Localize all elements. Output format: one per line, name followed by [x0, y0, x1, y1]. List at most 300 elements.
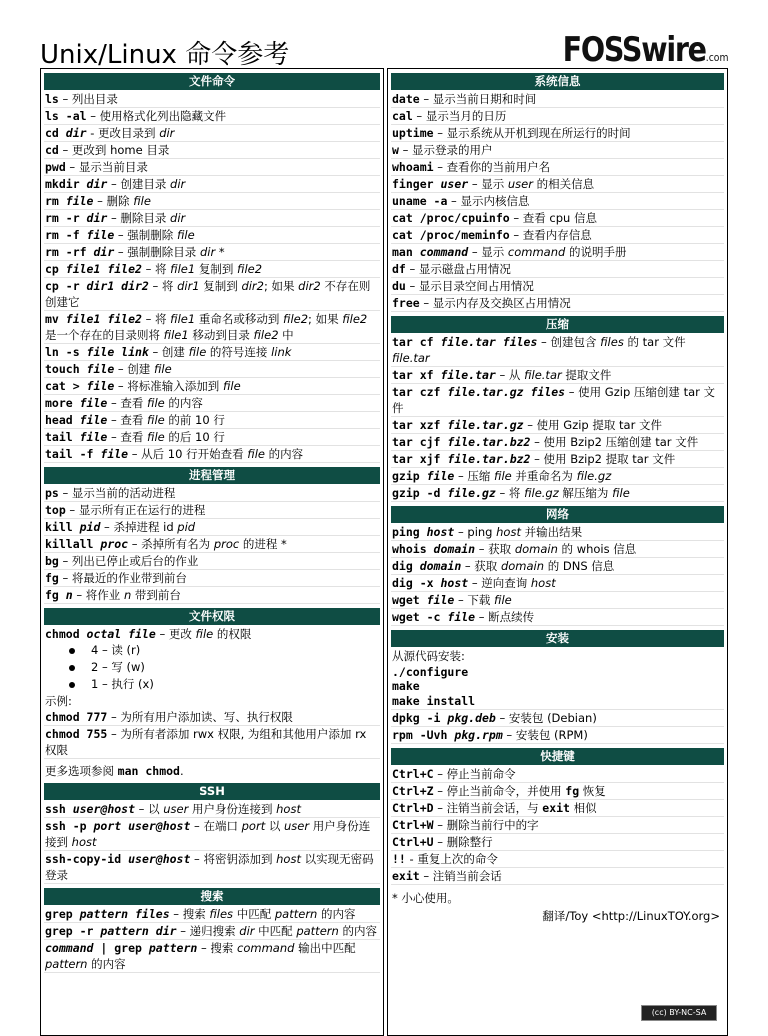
description-text: 恢复 [579, 784, 606, 798]
command-text: rm [45, 194, 66, 208]
files-row [44, 429, 380, 446]
description-text: – 查看 [107, 430, 148, 444]
command-text: | grep [93, 941, 149, 955]
description-text: 相似 [569, 801, 597, 815]
section-header-process: 进程管理 [44, 467, 380, 484]
description-text: – 查看 [107, 413, 148, 427]
description-text: – 注销当前会话，与 [433, 801, 543, 815]
command-text: Ctrl+D [392, 801, 434, 815]
description-text: – 显示当月的日历 [412, 109, 507, 123]
process-list [44, 485, 380, 604]
shortcut-row [391, 868, 724, 885]
description-text: file [147, 396, 165, 410]
description-text: 中 [278, 328, 294, 342]
argument-text: user@host [72, 802, 136, 816]
argument-text: dir1 dir2 [86, 279, 149, 293]
argument-text: pattern files [79, 907, 170, 921]
description-text: n [123, 588, 132, 602]
description-text: 移动到目录 [188, 328, 254, 342]
description-text: – 使用格式化列出隐藏文件 [86, 109, 227, 123]
description-text: – 杀掉所有名为 [128, 537, 214, 551]
bullet-dot [69, 648, 75, 654]
description-text: – 在端口 [190, 819, 242, 833]
compress-row [391, 384, 724, 417]
command-text: kill [45, 520, 80, 534]
compress-row [391, 434, 724, 451]
network-row [391, 524, 724, 541]
description-text: file [494, 593, 512, 607]
compress-row [391, 468, 724, 485]
command-text: cd [45, 126, 66, 140]
argument-text: dir [86, 177, 108, 191]
system-row [391, 244, 724, 261]
description-text: host [530, 576, 556, 590]
description-text: 的内容 [317, 907, 356, 921]
cmd-text: ./configure [392, 665, 469, 679]
description-text: – 使用 Bzip2 压缩创建 tar 文件 [530, 435, 699, 449]
shortcut-row [391, 851, 724, 868]
description-text: – 停止当前命令，并使用 [433, 784, 566, 798]
description-text: 更多选项参阅 [45, 764, 118, 778]
description-text: – 将最近的作业带到前台 [58, 571, 187, 585]
description-text: – 删除 [93, 194, 134, 208]
compress-row [391, 485, 724, 502]
argument-text: file link [86, 345, 149, 359]
description-text: – 断点续传 [475, 610, 535, 624]
description-text: domain [514, 542, 558, 556]
description-text: – 查看 cpu 信息 [509, 211, 597, 225]
section-header-ssh: SSH [44, 783, 380, 800]
argument-text: dir [86, 211, 108, 225]
command-text: fg [45, 571, 59, 585]
description-text: dir [159, 126, 175, 140]
description-text: pattern [296, 924, 339, 938]
command-text: wget -c [392, 610, 448, 624]
files-list [44, 91, 380, 463]
command-text: pwd [45, 160, 66, 174]
shortcuts-list [391, 766, 724, 885]
files-row [44, 142, 380, 159]
description-text: user [284, 819, 310, 833]
bullet-text: 4 – 读 (r) [91, 643, 141, 657]
argument-text: file1 file2 [65, 262, 142, 276]
description-text: 的后 10 行 [164, 430, 225, 444]
description-text: pattern [45, 957, 88, 971]
search-row [44, 923, 380, 940]
description-text: - 重复上次的命令 [405, 852, 498, 866]
description-text: pattern [274, 907, 318, 921]
network-row [391, 592, 724, 609]
command-text: ssh -p [45, 819, 94, 833]
footnote: * 小心使用。 [392, 891, 459, 905]
argument-text: pattern dir [100, 924, 177, 938]
system-list [391, 91, 724, 312]
ssh-row [44, 818, 380, 851]
command-text: exit [542, 801, 570, 815]
description-text: dir1 [177, 279, 200, 293]
argument-text: file [86, 362, 115, 376]
command-text: tar xjf [392, 452, 448, 466]
files-row [44, 261, 380, 278]
files-row [44, 344, 380, 361]
command-text: tail -f [45, 447, 101, 461]
process-row [44, 553, 380, 570]
description-text: port [241, 819, 266, 833]
description-text: ; 如果 [263, 279, 299, 293]
description-text: - 更改目录到 [86, 126, 160, 140]
command-text: tar cf [392, 335, 441, 349]
argument-text: file [79, 430, 108, 444]
description-text: 中匹配 [254, 924, 297, 938]
command-text: cp [45, 262, 66, 276]
description-text: file [494, 469, 512, 483]
description-text: host [496, 525, 521, 539]
command-text: exit [392, 869, 420, 883]
description-text: – 从后 10 行开始查看 [128, 447, 248, 461]
permissions-examples [44, 709, 380, 759]
description-text: 的符号连接 [206, 345, 272, 359]
description-text: host [276, 852, 301, 866]
shortcut-row [391, 783, 724, 800]
search-row [44, 906, 380, 923]
bullet-dot [69, 665, 75, 671]
ssh-row [44, 851, 380, 884]
bullet-text: 2 – 写 (w) [91, 660, 145, 674]
description-text: 的权限 [213, 627, 252, 641]
process-row [44, 502, 380, 519]
description-text: 的内容 [164, 396, 203, 410]
description-text: 中匹配 [233, 907, 275, 921]
command-text: dpkg -i [392, 711, 448, 725]
description-text: 用户身份连接到 [45, 819, 371, 849]
command-text: rpm -Uvh [392, 728, 455, 742]
files-row [44, 244, 380, 261]
argument-text: file [447, 610, 476, 624]
argument-text: domain [433, 542, 476, 556]
system-row [391, 125, 724, 142]
description-text: file [222, 379, 241, 393]
description-text: file [176, 228, 195, 242]
example-label: 示例: [45, 694, 72, 708]
install-cmd-configure [391, 664, 724, 680]
argument-text: file1 file2 [65, 312, 142, 326]
description-text: – 下载 [454, 593, 495, 607]
description-text: 的 tar 文件 [623, 335, 686, 349]
argument-text: pattern [148, 941, 198, 955]
description-text: 复制到 [199, 279, 242, 293]
command-text: grep -r [45, 924, 101, 938]
description-text: command [237, 941, 295, 955]
command-text: fg [565, 784, 580, 798]
section-header-network: 网络 [391, 506, 724, 523]
description-text: – 强制删除 [114, 228, 177, 242]
command-text: Ctrl+Z [392, 784, 434, 798]
description-text: file2 [342, 312, 368, 326]
network-row [391, 575, 724, 592]
files-row [44, 210, 380, 227]
files-row [44, 159, 380, 176]
command-text: tar xf [392, 368, 441, 382]
description-text: user [507, 177, 533, 191]
description-text: file [612, 486, 630, 500]
description-text: – 使用 Bzip2 提取 tar 文件 [530, 452, 676, 466]
command-text: cat /proc/cpuinfo [392, 211, 510, 225]
system-row [391, 176, 724, 193]
ssh-row [44, 801, 380, 818]
search-row [44, 940, 380, 973]
source-install-label: 从源代码安装: [392, 649, 465, 663]
files-row [44, 193, 380, 210]
shortcut-row [391, 800, 724, 817]
description-text: 的内容 [338, 924, 377, 938]
files-row [44, 412, 380, 429]
description-text: – 显示当前目录 [65, 160, 148, 174]
description-text: – 从 [495, 368, 525, 382]
argument-text: file [79, 396, 108, 410]
description-text: 的说明手册 [565, 245, 627, 259]
fosswire-logo [562, 30, 728, 70]
files-row [44, 311, 380, 344]
description-text: 解压缩为 [558, 486, 613, 500]
argument-text: user@host [128, 852, 191, 866]
command-text: man [392, 245, 420, 259]
argument-text: file [100, 447, 129, 461]
process-row [44, 519, 380, 536]
command-text: uptime [392, 126, 434, 140]
section-header-shortcuts: 快捷键 [391, 748, 724, 765]
description-text: – 显示内存及交换区占用情况 [419, 296, 571, 310]
command-text: dig [392, 559, 420, 573]
description-text: – 将 [141, 262, 171, 276]
argument-text: octal file [86, 627, 156, 641]
network-row [391, 541, 724, 558]
description-text: – 显示磁盘占用情况 [405, 262, 511, 276]
command-text: tar cjf [392, 435, 448, 449]
description-text: – 安装包 (Debian) [495, 711, 597, 725]
argument-text: n [65, 588, 73, 602]
description-text: host [276, 802, 301, 816]
section-header-system: 系统信息 [391, 73, 724, 90]
process-row [44, 536, 380, 553]
argument-text: pkg.rpm [454, 728, 503, 742]
command-text: uname -a [392, 194, 448, 208]
perm-bullet-exec [44, 676, 380, 693]
description-text: – 显示当前的活动进程 [58, 486, 176, 500]
description-text: – 查看内存信息 [509, 228, 592, 242]
shortcut-row [391, 834, 724, 851]
description-text: dir [170, 211, 186, 225]
description-text: – 强制删除目录 [114, 245, 200, 259]
description-text: – 将作业 [72, 588, 124, 602]
description-text: dir2 [298, 279, 321, 293]
command-text: Ctrl+U [392, 835, 434, 849]
install-row [391, 710, 724, 727]
description-text: file [147, 430, 165, 444]
description-text: – 列出目录 [58, 92, 118, 106]
command-text: tail [45, 430, 80, 444]
files-row [44, 395, 380, 412]
perm-bullet-write [44, 659, 380, 676]
bullet-text: 1 – 执行 (x) [91, 677, 154, 691]
argument-text: file [86, 379, 115, 393]
section-header-install: 安装 [391, 630, 724, 647]
description-text: 用户身份连接到 [188, 802, 277, 816]
description-text: 提取文件 [561, 368, 612, 382]
description-text: – 安装包 (RPM) [502, 728, 588, 742]
description-text: – 将密钥添加到 [190, 852, 277, 866]
system-row [391, 142, 724, 159]
description-text: pid [177, 520, 196, 534]
section-header-search: 搜索 [44, 888, 380, 905]
system-row [391, 193, 724, 210]
logo-suffix: .com [705, 51, 728, 64]
description-text: – 删除当前行中的字 [433, 818, 539, 832]
compress-row [391, 451, 724, 468]
command-text: ls [45, 92, 59, 106]
cc-license-badge: (cc) BY-NC-SA [641, 1005, 717, 1021]
system-row [391, 278, 724, 295]
description-text: – 逆向查询 [468, 576, 531, 590]
description-text: – 搜索 [169, 907, 210, 921]
command-text: whois [392, 542, 434, 556]
argument-text: port user@host [93, 819, 191, 833]
command-text: cp -r [45, 279, 87, 293]
description-text: – 杀掉进程 id [100, 520, 178, 534]
description-text: – 以 [135, 802, 164, 816]
description-text: – 注销当前会话 [419, 869, 502, 883]
right-column [387, 68, 728, 1036]
description-text: 的进程 * [239, 537, 287, 551]
permissions-block [44, 626, 380, 779]
argument-text: file [426, 469, 455, 483]
description-text: files [600, 335, 624, 349]
system-row [391, 261, 724, 278]
argument-text: file.tar.bz2 [447, 435, 531, 449]
files-row [44, 446, 380, 463]
description-text: file.tar [524, 368, 562, 382]
command-text: free [392, 296, 420, 310]
compress-list [391, 334, 724, 502]
command-text: killall [45, 537, 101, 551]
description-text: . [179, 764, 184, 778]
argument-text: file.tar files [440, 335, 538, 349]
files-row [44, 378, 380, 395]
description-text: command [507, 245, 566, 259]
command-text: gzip [392, 469, 427, 483]
command-text: ln -s [45, 345, 87, 359]
install-list [391, 710, 724, 744]
command-text: finger [392, 177, 441, 191]
description-text: – 删除整行 [433, 835, 493, 849]
description-text: 的 DNS 信息 [544, 559, 615, 573]
command-text: fg [45, 588, 66, 602]
install-block [391, 648, 724, 744]
command-text: mv [45, 312, 66, 326]
description-text: – 创建 [114, 362, 154, 376]
description-text: – 递归搜索 [176, 924, 240, 938]
argument-text: domain [419, 559, 462, 573]
description-text: – 更改 [155, 627, 196, 641]
description-text: – 停止当前命令 [433, 767, 516, 781]
description-text: ; 如果 [308, 312, 343, 326]
description-text: 重命名或移动到 [195, 312, 284, 326]
system-row [391, 295, 724, 312]
description-text: – ping [454, 525, 497, 539]
description-text: 以 [265, 819, 285, 833]
description-text: proc [213, 537, 240, 551]
command-text: tar czf [392, 385, 448, 399]
system-row [391, 91, 724, 108]
command-text: chmod [45, 627, 87, 641]
description-text: 并重命名为 [511, 469, 577, 483]
description-text: dir2 [241, 279, 264, 293]
description-text: domain [500, 559, 545, 573]
description-text: file2 [253, 328, 279, 342]
argument-text: dir [65, 126, 87, 140]
description-text: – 删除目录 [107, 211, 171, 225]
description-text: file2 [237, 262, 263, 276]
command-text: dig -x [392, 576, 441, 590]
install-row [391, 727, 724, 744]
argument-text: host [426, 525, 455, 539]
perm-example-row [44, 726, 380, 759]
description-text: – 将标准输入添加到 [114, 379, 223, 393]
command-text: more [45, 396, 80, 410]
description-text: – 压缩 [454, 469, 495, 483]
description-text: dir [239, 924, 255, 938]
ssh-list [44, 801, 380, 884]
command-text: ls -al [45, 109, 87, 123]
description-text: – 使用 Gzip 提取 tar 文件 [523, 418, 662, 432]
argument-text: proc [100, 537, 129, 551]
command-text: whoami [392, 160, 434, 174]
command-text: !! [392, 852, 406, 866]
description-text: 的前 10 行 [164, 413, 225, 427]
command-text: man chmod [117, 764, 180, 778]
description-text: – 显示所有正在运行的进程 [65, 503, 206, 517]
section-header-permissions: 文件权限 [44, 608, 380, 625]
description-text: 带到前台 [131, 588, 181, 602]
system-row [391, 227, 724, 244]
argument-text: file.tar [440, 368, 496, 382]
bullet-dot [69, 682, 75, 688]
description-text: – 显示 [468, 245, 508, 259]
install-cmd-make [391, 680, 724, 693]
description-text: file [188, 345, 207, 359]
description-text: – 创建目录 [107, 177, 171, 191]
argument-text: file.tar.bz2 [447, 452, 531, 466]
perm-bullet-read [44, 642, 380, 659]
description-text: – 获取 [475, 542, 515, 556]
files-row [44, 278, 380, 311]
description-text: dir [199, 245, 216, 259]
description-text: – 查看你的当前用户名 [433, 160, 551, 174]
description-text: – 显示当前日期和时间 [419, 92, 537, 106]
command-text: cd [45, 143, 59, 157]
description-text: link [271, 345, 292, 359]
shortcut-row [391, 817, 724, 834]
description-text: – 显示 [468, 177, 508, 191]
command-text: rm -f [45, 228, 87, 242]
description-text: user [163, 802, 189, 816]
install-cmd-make-install [391, 693, 724, 710]
logo-main: FOSSwire [562, 30, 706, 70]
command-text: ping [392, 525, 427, 539]
description-text: – 搜索 [197, 941, 238, 955]
cmd-text: make [392, 679, 420, 693]
command-text: chmod 755 [45, 727, 108, 741]
files-row [44, 108, 380, 125]
